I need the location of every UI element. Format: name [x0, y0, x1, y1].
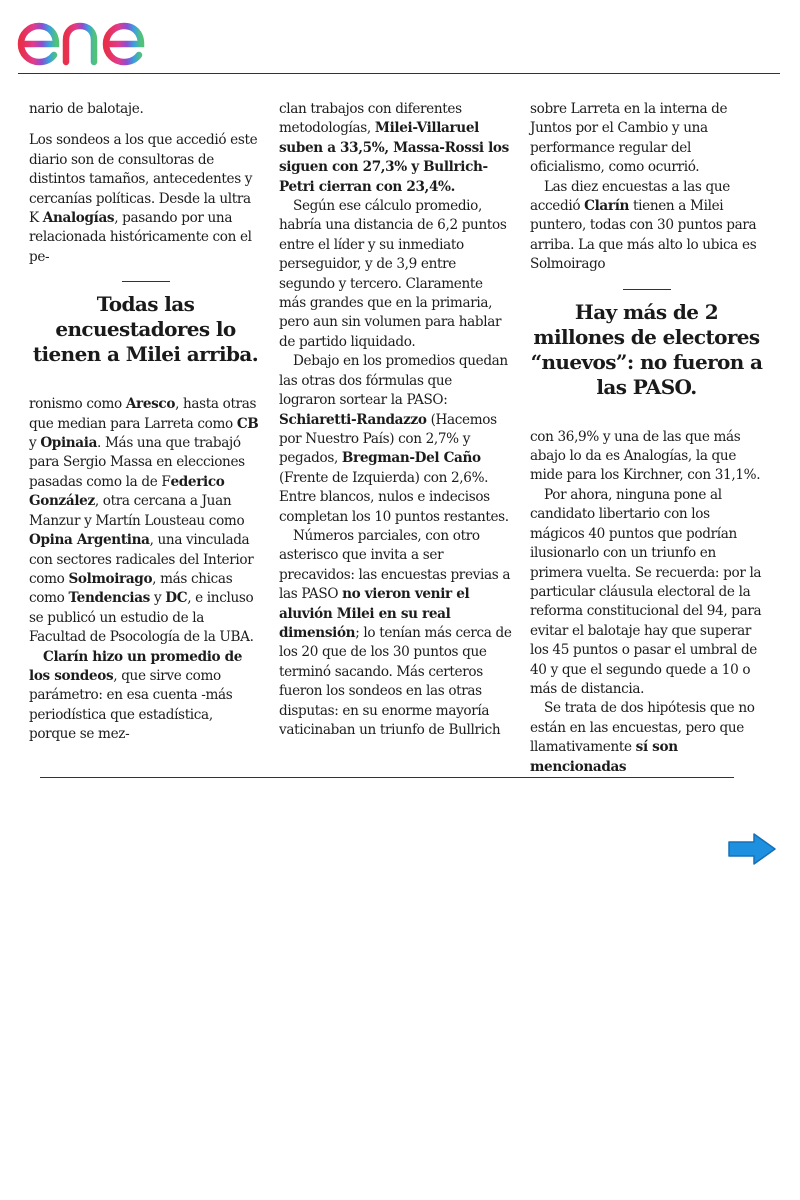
- text: Las diez encuestas a las que accedió: [530, 178, 730, 215]
- text: clan trabajos con diferentes metodologías,: [279, 101, 462, 137]
- pull-quote: [530, 289, 763, 400]
- bold-text: Milei-Villaruel suben a 33,5%, Massa-Rossi los siguen con 27,3% y Bullrich-Petri cierran con 23,4%.: [279, 120, 509, 195]
- right-arrow-icon[interactable]: [726, 831, 778, 867]
- pull-quote: [29, 281, 262, 367]
- bold-text: sí son mencionadas: [530, 739, 678, 775]
- text: (Hacemos por Nuestro País) con 2,7% y pegados,: [279, 411, 497, 467]
- bold-text: ederico González: [29, 473, 225, 510]
- text: , que sirve como parámetro: en esa cuenta -más periodística que estadística, porque se mez-: [29, 667, 233, 743]
- bold-text: Clarín hizo un promedio de los sondeos: [29, 648, 243, 684]
- bold-text: Opinaia: [40, 435, 98, 452]
- paragraph: [279, 527, 512, 740]
- text: , hasta otras que median para Larreta como: [29, 396, 257, 432]
- paragraph: [29, 100, 262, 119]
- bold-text: Bregman-Del Caño: [341, 450, 481, 467]
- paragraph: [530, 486, 763, 699]
- header-rule: [18, 73, 780, 74]
- text: y: [149, 590, 166, 607]
- paragraph: [29, 395, 262, 647]
- text: , pasando por una relacionada históricamente con el pe-: [29, 210, 252, 265]
- paragraph: [530, 178, 763, 275]
- text: sobre Larreta en la interna de Juntos por el Cambio y una performance regular del oficialismo, como ocurrió.: [530, 101, 728, 176]
- paragraph: [279, 100, 512, 197]
- paragraph: [530, 100, 763, 178]
- paragraph: [29, 131, 262, 267]
- pull-quote-rule: [122, 281, 170, 282]
- paragraph: [29, 648, 262, 745]
- pull-quote-text: Todas las encuestadores lo tienen a Milei arriba.: [32, 292, 259, 367]
- text: y: [29, 435, 41, 452]
- bold-text: Clarín: [584, 198, 630, 215]
- text: Según ese cálculo promedio, habría una distancia de 6,2 puntos entre el líder y su inmediato perseguidor, y de 3,9 entre segundo y tercero. Claramente más grandes que en la primaria, pero aun sin volumen para hablar de partido liquidado.: [279, 198, 507, 350]
- text: , más chicas como: [29, 570, 233, 607]
- enel-logo: [16, 6, 182, 68]
- bold-text: Analogías: [42, 210, 115, 227]
- text: tienen a Milei puntero, todas con 30 puntos para arriba. La que más alto lo ubica es Solmoirago: [530, 198, 757, 273]
- article-column-2: [279, 100, 512, 740]
- pull-quote-text: Hay más de 2 millones de electores “nuevos”: no fueron a las PASO.: [530, 299, 763, 399]
- text: (Frente de Izquierda) con 2,6%. Entre blancos, nulos e indecisos completan los 10 puntos restantes.: [279, 469, 509, 525]
- bold-text: DC: [165, 590, 188, 607]
- text: ; lo tenían más cerca de los 20 que de los 30 puntos que terminó sacando. Más certeros fueron los sondeos en las otras disputas: en su enorme mayoría vaticinaban un triunfo de Bullrich: [279, 624, 512, 738]
- bold-text: Aresco: [125, 396, 176, 413]
- text: . Más una que trabajó para Sergio Massa en elecciones pasadas como la de F: [29, 435, 245, 490]
- text: ronismo como: [29, 396, 126, 413]
- text: Debajo en los promedios quedan las otras dos fórmulas que lograron sortear la PASO:: [279, 353, 508, 409]
- text: , e incluso se publicó un estudio de la Facultad de Psocología de la UBA.: [29, 590, 254, 646]
- article-column-3: [530, 100, 763, 777]
- bold-text: Solmoirago: [68, 570, 153, 587]
- paragraph: [279, 352, 512, 527]
- text: Por ahora, ninguna pone al candidato libertario con los mágicos 40 puntos que podrían ilusionarlo con un triunfo en primera vuelta. Se recuerda: por la particular cláusula electoral de la reforma constitucional del 94, para evitar el balotaje hay que superar los 45 puntos o pasar el umbral de 40 y que el segundo quede a 10 o más de distancia.: [530, 486, 762, 697]
- footer-rule: [40, 777, 734, 778]
- text: Los sondeos a los que accedió este diario son de consultoras de distintos tamaños, antecedentes y cercanías políticas. Desde la ultra K: [29, 132, 258, 227]
- text: , otra cercana a Juan Manzur y Martín Lousteau como: [29, 493, 245, 529]
- bold-text: Tendencias: [68, 590, 150, 607]
- bold-text: Schiaretti-Randazzo: [279, 411, 427, 428]
- bold-text: CB: [236, 415, 259, 432]
- text: nario de balotaje.: [29, 101, 144, 117]
- text: Números parciales, con otro asterisco que invita a ser precavidos: las encuestas previas a las PASO: [279, 527, 511, 603]
- text: Se trata de dos hipótesis que no están en las encuestas, pero que llamativamente: [530, 700, 755, 756]
- paragraph: [279, 197, 512, 352]
- bold-text: Opina Argentina: [29, 532, 150, 549]
- paragraph: [530, 428, 763, 486]
- text: con 36,9% y una de las que más abajo lo da es Analogías, la que mide para los Kirchner, con 31,1%.: [530, 428, 761, 484]
- pull-quote-rule: [623, 289, 671, 290]
- text: , una vinculada con sectores radicales del Interior como: [29, 532, 254, 587]
- article-column-1: [29, 100, 262, 745]
- paragraph: [530, 699, 763, 777]
- bold-text: no vieron venir el aluvión Milei en su real dimensión: [279, 586, 470, 641]
